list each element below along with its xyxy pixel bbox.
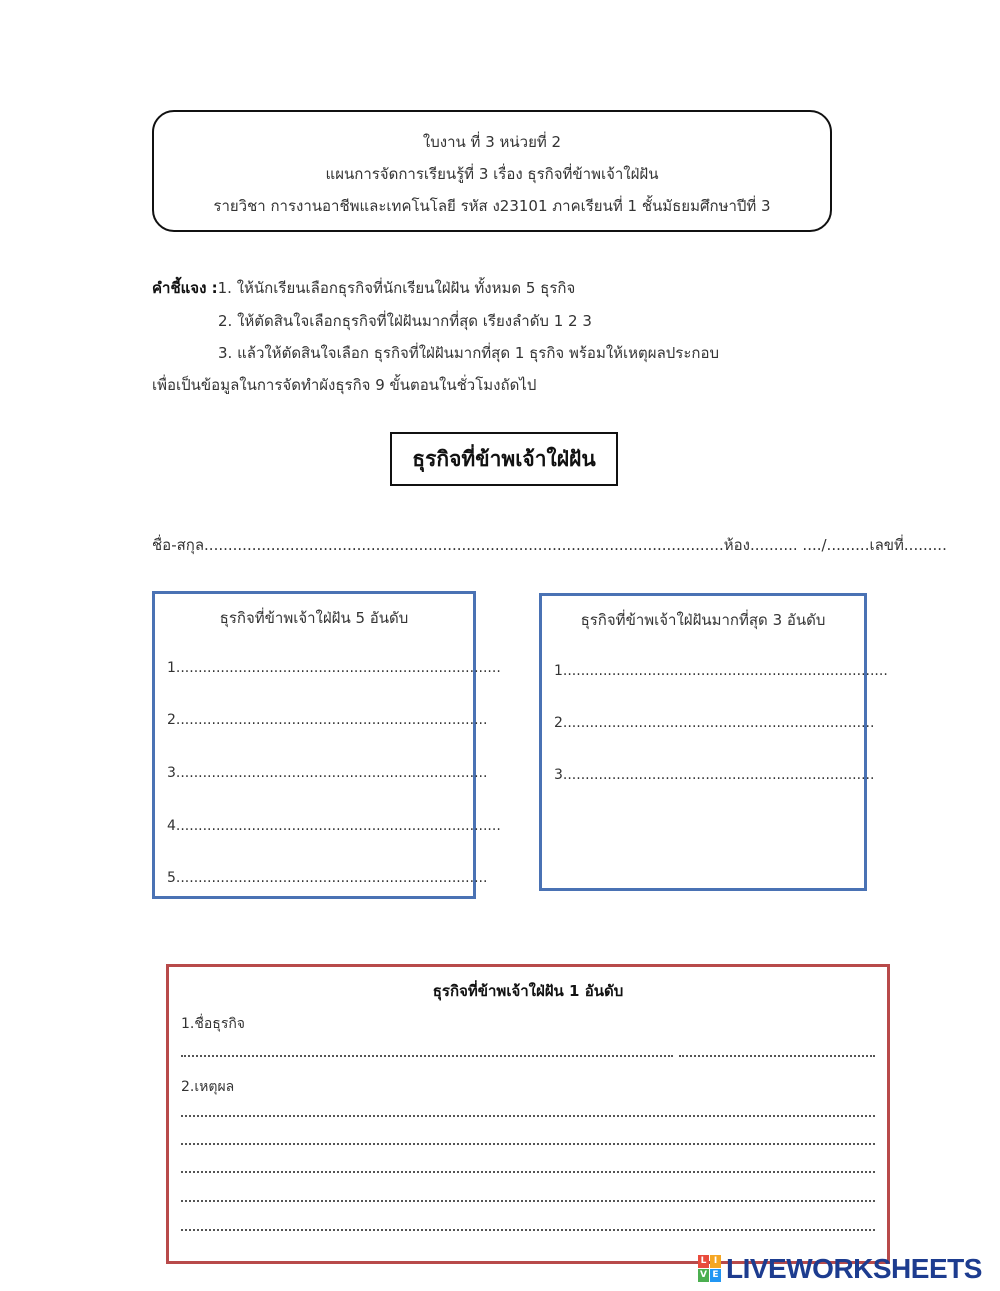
business-name-label: 1.ชื่อธุรกิจ [181,1016,246,1032]
top-five-item-4[interactable]: 4......................................................................... [167,818,501,834]
business-name-field-cont[interactable] [679,1055,875,1057]
reason-label: 2.เหตุผล [181,1079,235,1095]
reason-line-3[interactable] [181,1171,875,1173]
business-name-field[interactable] [181,1055,673,1057]
instruction-item-2: 2. ให้ตัดสินใจเลือกธุรกิจที่ใฝ่ฝันมากที่สุด เรียงลำดับ 1 2 3 [218,312,592,330]
page-title: ธุรกิจที่ข้าพเจ้าใฝ่ฝัน [390,432,618,486]
top-five-item-1[interactable]: 1......................................................................... [167,660,501,676]
top-five-item-5[interactable]: 5...................................................................... [167,870,488,886]
worksheet-header [152,110,832,232]
top-three-item-2[interactable]: 2...................................................................... [554,715,875,731]
reason-line-2[interactable] [181,1143,875,1145]
instruction-item-3: 3. แล้วให้ตัดสินใจเลือก ธุรกิจที่ใฝ่ฝันมากที่สุด 1 ธุรกิจ พร้อมให้เหตุผลประกอบ [218,344,720,362]
top-three-item-1[interactable]: 1......................................................................... [554,663,888,679]
liveworksheets-logo-text: LIVEWORKSHEETS [726,1253,982,1284]
instruction-item-1: 1. ให้นักเรียนเลือกธุรกิจที่นักเรียนใฝ่ฝัน ทั้งหมด 5 ธุรกิจ [217,279,576,297]
header-line-3: รายวิชา การงานอาชีพและเทคโนโลยี รหัส ง23101 ภาคเรียนที่ 1 ชั้นมัธยมศึกษาปีที่ 3 [213,197,771,215]
name-class-number-field[interactable]: ชื่อ-สกุล.............................................................................................................ห้อง.......... ..../.........เลขที่......... [152,536,947,554]
top-five-item-3[interactable]: 3...................................................................... [167,765,488,781]
instruction-item-3-cont: เพื่อเป็นข้อมูลในการจัดทำผังธุรกิจ 9 ขั้นตอนในชั่วโมงถัดไป [152,376,537,394]
header-line-1: ใบงาน ที่ 3 หน่วยที่ 2 [422,133,562,151]
top-five-title: ธุรกิจที่ข้าพเจ้าใฝ่ฝัน 5 อันดับ [219,609,409,627]
top-three-box [539,593,888,891]
top-three-title: ธุรกิจที่ข้าพเจ้าใฝ่ฝันมากที่สุด 3 อันดับ [580,611,826,629]
reason-line-4[interactable] [181,1200,875,1202]
top-five-box [152,591,501,899]
reason-line-5[interactable] [181,1229,875,1231]
reason-line-1[interactable] [181,1115,875,1117]
instruction-label: คำชี้แจง : [152,279,218,297]
liveworksheets-logo [698,1254,982,1284]
top-five-item-2[interactable]: 2...................................................................... [167,712,488,728]
top-three-item-3[interactable]: 3...................................................................... [554,767,875,783]
top-one-title: ธุรกิจที่ข้าพเจ้าใฝ่ฝัน 1 อันดับ [432,982,624,1000]
header-line-2: แผนการจัดการเรียนรู้ที่ 3 เรื่อง ธุรกิจที่ข้าพเจ้าใฝ่ฝัน [325,165,659,183]
liveworksheets-logo-icon: L I V E [698,1255,722,1283]
top-one-box [166,964,890,1264]
instruction-line-1 [152,276,575,300]
